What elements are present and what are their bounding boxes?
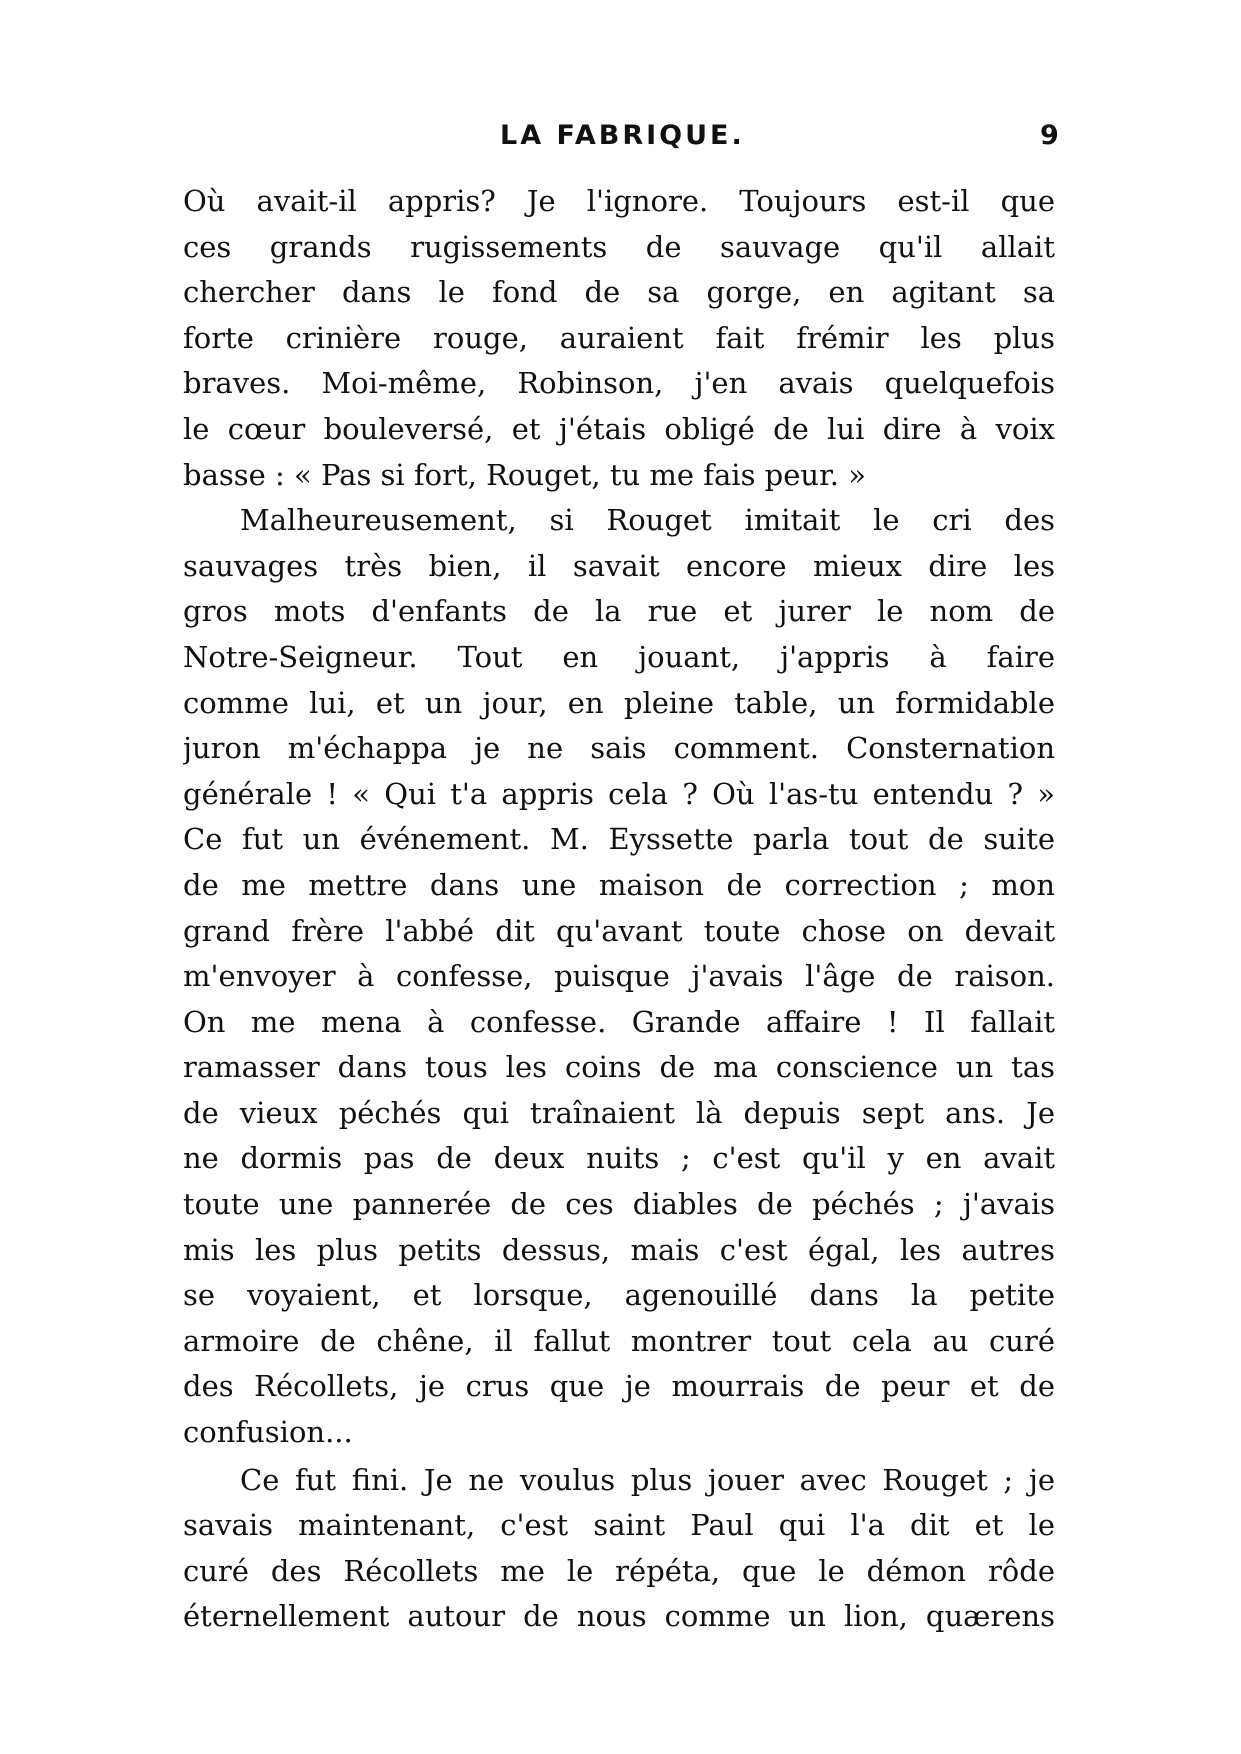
text-line: juron m'échappa je ne sais comment. Consternation: [183, 731, 1055, 766]
text-line: se voyaient, et lorsque, agenouillé dans la petite: [183, 1278, 1055, 1313]
text-line: ne dormis pas de deux nuits ; c'est qu'il y en avait: [183, 1141, 1055, 1176]
text-line: le cœur bouleversé, et j'étais obligé de lui dire à voix: [183, 411, 1055, 446]
text-line: Malheureusement, si Rouget imitait le cri des: [240, 503, 1055, 538]
text-line: curé des Récollets me le répéta, que le démon rôde: [183, 1553, 1055, 1588]
text-line: sauvages très bien, il savait encore mieux dire les: [183, 548, 1055, 583]
text-line: chercher dans le fond de sa gorge, en agitant sa: [183, 275, 1055, 310]
text-line: comme lui, et un jour, en pleine table, un formidable: [183, 685, 1055, 720]
text-line: générale ! « Qui t'a appris cela ? Où l'as-tu entendu ? »: [183, 776, 1055, 811]
text-line: Où avait-il appris? Je l'ignore. Toujours est-il que: [183, 184, 1055, 218]
text-line: de me mettre dans une maison de correction ; mon: [183, 867, 1055, 902]
text-line: savais maintenant, c'est saint Paul qui l'a dit et le: [183, 1508, 1055, 1543]
text-line: grand frère l'abbé dit qu'avant toute chose on devait: [183, 913, 1055, 948]
text-line: confusion...: [183, 1415, 353, 1450]
text-line: m'envoyer à confesse, puisque j'avais l'âge de raison.: [183, 959, 1055, 994]
text-line: de vieux péchés qui traînaient là depuis sept ans. Je: [183, 1095, 1055, 1130]
text-line: braves. Moi-même, Robinson, j'en avais quelquefois: [183, 366, 1055, 401]
text-line: Ce fut un événement. M. Eyssette parla tout de suite: [183, 822, 1055, 857]
text-line: Ce fut fini. Je ne voulus plus jouer avec Rouget ; je: [240, 1462, 1055, 1497]
text-line: Notre-Seigneur. Tout en jouant, j'appris à faire: [183, 639, 1055, 674]
text-line: ces grands rugissements de sauvage qu'il allait: [183, 229, 1055, 264]
running-head: [0, 116, 1241, 156]
page-number: 9: [1040, 120, 1059, 151]
text-line: mis les plus petits dessus, mais c'est égal, les autres: [183, 1232, 1055, 1267]
text-line: forte crinière rouge, auraient fait frémir les plus: [183, 320, 1055, 355]
text-line: éternellement autour de nous comme un lion, quærens: [183, 1599, 1055, 1634]
text-line: toute une pannerée de ces diables de péchés ; j'avais: [183, 1187, 1055, 1222]
text-line: ramasser dans tous les coins de ma conscience un tas: [183, 1050, 1055, 1085]
text-line: des Récollets, je crus que je mourrais de peur et de: [183, 1369, 1055, 1404]
text-line: On me mena à confesse. Grande affaire ! Il fallait: [183, 1004, 1055, 1039]
text-line: gros mots d'enfants de la rue et jurer le nom de: [183, 594, 1055, 629]
body-text: [183, 179, 1055, 1640]
text-line: basse : « Pas si fort, Rouget, tu me fais peur. »: [183, 457, 866, 492]
text-line: armoire de chêne, il fallut montrer tout cela au curé: [183, 1323, 1055, 1358]
running-title: LA FABRIQUE.: [500, 120, 745, 151]
